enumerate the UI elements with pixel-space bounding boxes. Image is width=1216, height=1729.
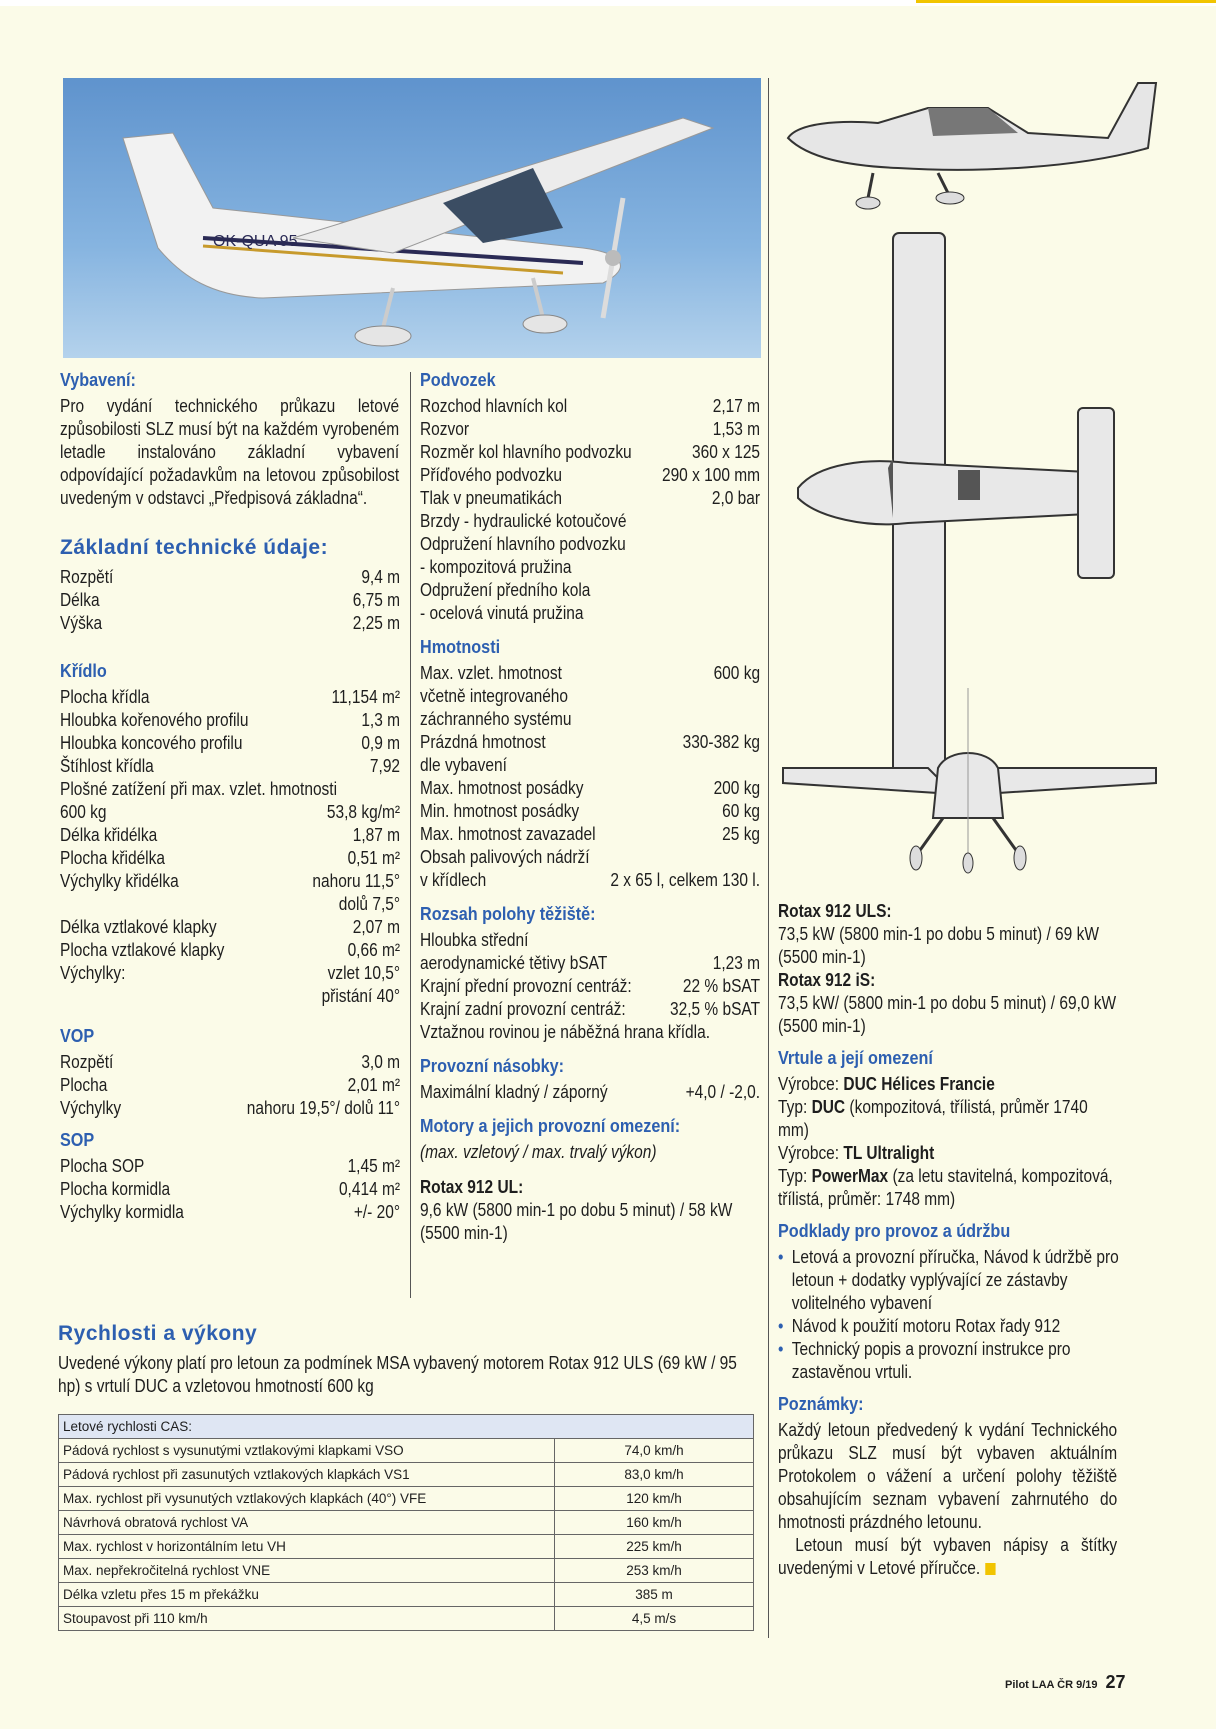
podklady-heading: Podklady pro provoz a údržbu — [778, 1221, 1011, 1241]
spec-row: - kompozitová pružina — [420, 557, 572, 577]
spec-row: Výška 2,25 m — [60, 613, 401, 633]
spec-row: Odpružení předního kola — [420, 580, 591, 600]
page-footer — [1005, 1672, 1126, 1693]
spec-row: záchranného systému — [420, 709, 572, 729]
podvozek-heading: Podvozek — [420, 370, 496, 390]
left-column — [60, 370, 400, 1224]
front-view — [783, 688, 1156, 873]
spec-row: Max. vzlet. hmotnost 600 kg — [420, 663, 761, 683]
aircraft-photo-illustration — [63, 78, 761, 358]
spec-row: Brzdy - hydraulické kotoučové — [420, 511, 627, 531]
rychlosti-intro: Uvedené výkony platí pro letoun za podmínek MSA vybavený motorem Rotax 912 ULS (69 kW / 95 hp) s vrtulí DUC a vzletovou hmotností 600 kg — [58, 1353, 737, 1396]
engine-is-name: Rotax 912 iS: — [778, 970, 876, 990]
rychlosti-section — [58, 1322, 758, 1398]
table-row: Max. rychlost v horizontálním letu VH 225 km/h — [59, 1535, 754, 1559]
table-row: Pádová rychlost s vysunutými vztlakovými klapkami VSO 74,0 km/h — [59, 1439, 754, 1463]
motory-heading: Motory a jejich provozní omezení: — [420, 1116, 681, 1136]
vrtule-line: Výrobce: DUC Hélices Francie — [778, 1074, 995, 1094]
poznamky-text: Každý letoun předvedený k vydání Technického průkazu SLZ musí být vybaven aktuálním Protokolem o vážení a určení polohy těžiště obsahujícím seznam vybavení zahrnutého do hmotnosti prázdného letounu. — [778, 1420, 1118, 1532]
spec-row: Plocha kormidla 0,414 m² — [60, 1179, 401, 1199]
spec-row: Délka křidélka 1,87 m — [60, 825, 401, 845]
vrtule-line: Typ: PowerMax (za letu stavitelná, kompozitová, třílistá, průměr: 1748 mm) — [778, 1166, 1113, 1209]
spec-row: Plocha SOP 1,45 m² — [60, 1156, 401, 1176]
table-row: Max. rychlost při vysunutých vztlakových klapkách (40°) VFE 120 km/h — [59, 1487, 754, 1511]
spec-row: Prázdná hmotnost 330-382 kg — [420, 732, 761, 752]
list-item: • Letová a provozní příručka, Návod k údržbě pro letoun + dodatky vyplývající ze zástavby volitelného vybavení — [778, 1246, 1131, 1315]
spec-row: Plocha vztlakové klapky 0,66 m² — [60, 940, 401, 960]
hmotnosti-heading: Hmotnosti — [420, 637, 501, 657]
spec-row: Výchylky křidélka nahoru 11,5° — [60, 871, 401, 891]
motory-subtitle: (max. vzletový / max. trvalý výkon) — [420, 1142, 657, 1162]
spec-row: Obsah palivových nádrží — [420, 847, 590, 867]
column-divider — [768, 78, 769, 1638]
table-row: Návrhová obratová rychlost VA 160 km/h — [59, 1511, 754, 1535]
table-row: Max. nepřekročitelná rychlost VNE 253 km/h — [59, 1559, 754, 1583]
spec-row: Plocha křídla 11,154 m² — [60, 687, 401, 707]
spec-row: včetně integrovaného — [420, 686, 569, 706]
three-view-drawing — [778, 78, 1158, 878]
engine-uls-text: 73,5 kW (5800 min-1 po dobu 5 minut) / 69 kW (5500 min-1) — [778, 924, 1099, 967]
vrtule-line: Typ: DUC (kompozitová, třílistá, průměr 1740 mm) — [778, 1097, 1088, 1140]
vrtule-line: Výrobce: TL Ultralight — [778, 1143, 935, 1163]
spec-row: Rozpětí 9,4 m — [60, 567, 401, 587]
table-row: Délka vzletu přes 15 m překážku 385 m — [59, 1583, 754, 1607]
poznamky-heading: Poznámky: — [778, 1394, 864, 1414]
spec-row: Krajní zadní provozní centráž: 32,5 % bSAT — [420, 999, 761, 1019]
spec-row: Min. hmotnost posádky 60 kg — [420, 801, 761, 821]
column-divider — [410, 372, 411, 1298]
engine-ul-name: Rotax 912 UL: — [420, 1177, 524, 1197]
spec-row: Krajní přední provozní centráž: 22 % bSAT — [420, 976, 761, 996]
table-row: Pádová rychlost při zasunutých vztlakových klapkách VS1 83,0 km/h — [59, 1463, 754, 1487]
spec-row: Štíhlost křídla 7,92 — [60, 756, 401, 776]
spec-row: Maximální kladný / záporný +4,0 / -2,0. — [420, 1082, 761, 1102]
spec-row: 600 kg 53,8 kg/m² — [60, 802, 401, 822]
spec-row: Hloubka koncového profilu 0,9 m — [60, 733, 401, 753]
vybaveni-heading: Vybavení: — [60, 370, 136, 390]
vop-heading: VOP — [60, 1026, 95, 1046]
spec-row: Odpružení hlavního podvozku — [420, 534, 626, 554]
footer-label: Pilot LAA ČR 9/19 — [1005, 1679, 1098, 1691]
top-view — [798, 233, 1114, 783]
spec-row: Max. hmotnost posádky 200 kg — [420, 778, 761, 798]
vrtule-heading: Vrtule a její omezení — [778, 1048, 933, 1068]
registration-text: OK-QUA 95 — [213, 233, 298, 250]
spec-row: Délka 6,75 m — [60, 590, 401, 610]
nasobky-heading: Provozní násobky: — [420, 1056, 565, 1076]
vybaveni-text: Pro vydání technického průkazu letové způsobilosti SLZ musí být na každém vyrobeném letadle instalováno základní vybavení odpovídající požadavkům na letovou způsobilost uvedeným v odstavci „Předpisová základna“. — [60, 396, 400, 508]
speed-table — [58, 1414, 754, 1631]
zakladni-heading: Základní technické údaje: — [60, 536, 329, 559]
kridlo-heading: Křídlo — [60, 661, 107, 681]
rychlosti-heading: Rychlosti a výkony — [58, 1322, 258, 1345]
spec-row: dle vybavení — [420, 755, 507, 775]
spec-row: Max. hmotnost zavazadel 25 kg — [420, 824, 761, 844]
engine-is-text: 73,5 kW/ (5800 min-1 po dobu 5 minut) / 69,0 kW (5500 min-1) — [778, 993, 1117, 1036]
spec-row: aerodynamické tětivy bSAT 1,23 m — [420, 953, 761, 973]
spec-row: Rozvor 1,53 m — [420, 419, 761, 439]
page-number: 27 — [1105, 1672, 1126, 1692]
zakladni-rows — [60, 566, 400, 635]
spec-row: Výchylky nahoru 19,5°/ dolů 11° — [60, 1098, 401, 1118]
table-header: Letové rychlosti CAS: — [59, 1415, 754, 1439]
spec-row: Plošné zatížení při max. vzlet. hmotnosti — [60, 779, 338, 799]
engine-ul-text: 9,6 kW (5800 min-1 po dobu 5 minut) / 58 kW (5500 min-1) — [420, 1200, 733, 1243]
sop-heading: SOP — [60, 1130, 95, 1150]
spec-row: Výchylky: vzlet 10,5° — [60, 963, 401, 983]
podklady-list — [778, 1246, 1118, 1384]
top-bar — [0, 0, 1216, 6]
spec-row: Hloubka střední — [420, 930, 529, 950]
poznamky-text-2: Letoun musí být vybaven nápisy a štítky uvedenými v Letové příručce. — [778, 1535, 1118, 1578]
spec-row: Délka vztlakové klapky 2,07 m — [60, 917, 401, 937]
spec-row: Výchylky kormidla +/- 20° — [60, 1202, 401, 1222]
spec-row: Příďového podvozku 290 x 100 mm — [420, 465, 761, 485]
engine-uls-name: Rotax 912 ULS: — [778, 901, 892, 921]
spec-row: Hloubka kořenového profilu 1,3 m — [60, 710, 401, 730]
spec-row: Plocha 2,01 m² — [60, 1075, 401, 1095]
table-header-row — [59, 1415, 754, 1439]
spec-row: Rozchod hlavních kol 2,17 m — [420, 396, 761, 416]
right-column — [778, 900, 1118, 1580]
spec-row: Vztažnou rovinou je náběžná hrana křídla. — [420, 1022, 711, 1042]
kridlo-rows — [60, 686, 400, 1008]
spec-row: Rozměr kol hlavního podvozku 360 x 125 — [420, 442, 761, 462]
middle-column — [420, 370, 760, 1245]
list-item: • Technický popis a provozní instrukce pro zastavěnou vrtuli. — [778, 1338, 1131, 1384]
spec-row: přistání 40° — [321, 986, 401, 1006]
spec-row: Rozpětí 3,0 m — [60, 1052, 401, 1072]
spec-row: Tlak v pneumatikách 2,0 bar — [420, 488, 761, 508]
aircraft-photo — [63, 78, 761, 358]
table-row: Stoupavost při 110 km/h 4,5 m/s — [59, 1607, 754, 1631]
side-view — [788, 83, 1156, 209]
list-item: • Návod k použití motoru Rotax řady 912 — [778, 1315, 1131, 1338]
end-mark-icon — [985, 1563, 995, 1575]
spec-row: - ocelová vinutá pružina — [420, 603, 584, 623]
spec-row: dolů 7,5° — [338, 894, 401, 914]
spec-row: Plocha křidélka 0,51 m² — [60, 848, 401, 868]
teziste-heading: Rozsah polohy těžiště: — [420, 904, 596, 924]
spec-row: v křídlech 2 x 65 l, celkem 130 l. — [420, 870, 761, 890]
